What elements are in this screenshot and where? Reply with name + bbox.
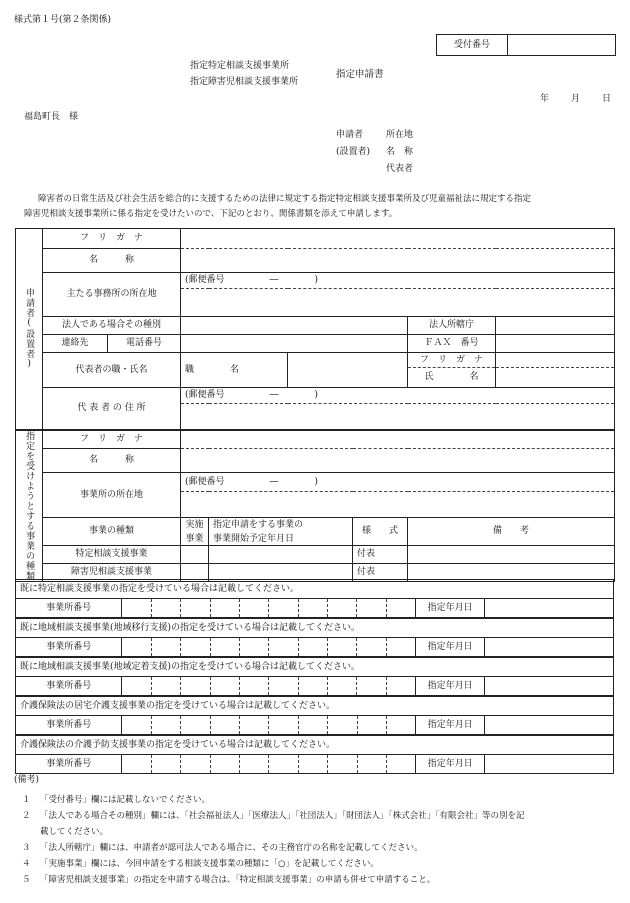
fax-label: ＦＡＸ 番号: [408, 335, 496, 353]
designation-office-no-digit[interactable]: [269, 755, 298, 774]
designation-date-field[interactable]: [485, 638, 614, 657]
designation-date-label: 指定年月日: [416, 755, 485, 774]
note-item: [22, 825, 612, 839]
intro-line-2: 障害児相談支援事業所に係る指定を受けたいので、下記のとおり、関係書類を添えて申請します。: [24, 209, 398, 219]
designation-office-no-label: 事業所番号: [16, 638, 122, 657]
designation-office-no-digit[interactable]: [239, 716, 268, 735]
designation-office-no-digit[interactable]: [298, 716, 327, 735]
designation-office-no-digit[interactable]: [151, 755, 180, 774]
applicant-representative-label: 代表者: [386, 164, 414, 174]
attach-2: 付表: [353, 563, 408, 581]
name-field[interactable]: [181, 249, 615, 273]
designation-office-no-digit[interactable]: [151, 716, 180, 735]
office-address-label: 事業所の所在地: [43, 473, 181, 518]
designation-block: [15, 618, 614, 657]
fax-field[interactable]: [496, 335, 615, 353]
row-specific-support: 特定相談支援事業: [43, 545, 181, 563]
designation-office-no-digit[interactable]: [210, 677, 239, 696]
phone-label: 電話番号: [108, 335, 181, 353]
corp-office-label: 法人所轄庁: [408, 317, 496, 335]
designation-office-no-digit[interactable]: [122, 638, 151, 657]
designation-block: [15, 657, 614, 696]
designation-office-no-digit[interactable]: [122, 599, 151, 618]
note-item: [22, 857, 612, 871]
note-number: ４: [22, 859, 31, 869]
designation-date-field[interactable]: [485, 755, 614, 774]
note-text: 「受付番号」欄には記載しないでください。: [40, 795, 211, 805]
title-suffix: 指定申請書: [336, 69, 384, 80]
designation-office-no-digit[interactable]: [357, 638, 386, 657]
main-office-label: 主たる事務所の所在地: [43, 273, 181, 317]
designation-office-no-digit[interactable]: [357, 716, 386, 735]
designation-block: [15, 579, 614, 618]
note-number: ５: [22, 875, 31, 885]
designation-office-no-digit[interactable]: [239, 599, 268, 618]
designation-office-no-digit[interactable]: [181, 638, 210, 657]
designation-block: [15, 735, 614, 774]
start-date-field-1[interactable]: [209, 545, 353, 563]
receipt-number-label: 受付番号: [437, 35, 508, 55]
receipt-number-field[interactable]: [508, 35, 615, 55]
rep-title-name-label: 代表者の職・氏名: [43, 353, 181, 388]
applicant-name-label: 名 称: [386, 147, 414, 157]
rep-address-label: 代 表 者 の 住 所: [43, 388, 181, 430]
business-side-label: 指定を受けようとする事業の種類: [16, 431, 43, 582]
business-name-label: 名 称: [43, 449, 181, 473]
designation-office-no-digit[interactable]: [386, 677, 415, 696]
existing-designations: [15, 579, 614, 774]
designation-office-no-digit[interactable]: [357, 677, 386, 696]
note-number: ３: [22, 843, 31, 853]
designation-office-no-digit[interactable]: [328, 638, 357, 657]
note-text: 「法人所轄庁」欄には、申請者が認可法人である場合に、その主務官庁の名称を記載してください。: [40, 843, 423, 853]
designation-office-no-digit[interactable]: [122, 716, 151, 735]
designation-office-no-digit[interactable]: [298, 755, 327, 774]
applicant-label: 申請者: [336, 130, 364, 140]
note-number: １: [22, 795, 31, 805]
designation-office-no-digit[interactable]: [122, 677, 151, 696]
date-month: 月: [571, 94, 581, 104]
designation-office-no-digit[interactable]: [298, 677, 327, 696]
applicant-side-label: 申請者(設置者): [16, 229, 43, 430]
designation-heading: 既に地域相談支援事業(地域移行支援)の指定を受けている場合は記載してください。: [16, 619, 614, 638]
corp-office-field[interactable]: [496, 317, 615, 335]
phone-field[interactable]: [181, 335, 408, 353]
designation-heading: 介護保険法の居宅介護支援事業の指定を受けている場合は記載してください。: [16, 697, 614, 716]
designation-office-no-digit[interactable]: [298, 599, 327, 618]
business-table: [15, 430, 615, 582]
start-label-2: 事業開始予定年月日: [209, 533, 353, 545]
designation-office-no-digit[interactable]: [181, 755, 210, 774]
corp-type-field[interactable]: [181, 317, 408, 335]
rep-furigana-field[interactable]: [496, 353, 615, 368]
designation-date-label: 指定年月日: [416, 638, 485, 657]
designation-office-no-digit[interactable]: [210, 638, 239, 657]
form-label: 様 式: [353, 518, 408, 545]
start-label-1: 指定申請をする事業の: [209, 518, 353, 533]
rep-furigana-label: フ リ ガ ナ: [408, 353, 496, 368]
main-office-postal[interactable]: (郵便番号 ― ): [181, 273, 615, 289]
rep-address-field[interactable]: [181, 404, 615, 430]
rep-post-label: 職 名: [181, 353, 288, 388]
designation-office-no-digit[interactable]: [181, 716, 210, 735]
remarks-label: 備 考: [408, 518, 615, 545]
designation-date-field[interactable]: [485, 599, 614, 618]
designation-date-label: 指定年月日: [416, 716, 485, 735]
rep-address-postal[interactable]: (郵便番号 ― ): [181, 388, 615, 404]
note-item: [22, 873, 612, 887]
addressee: 福島町長 様: [24, 112, 79, 122]
impl-field-1[interactable]: [181, 545, 209, 563]
biz-type-label: 事業の種類: [43, 518, 181, 545]
date-year: 年: [540, 94, 550, 104]
rep-name-field[interactable]: [496, 368, 615, 388]
designation-office-no-digit[interactable]: [181, 599, 210, 618]
name-label: 名 称: [43, 249, 181, 273]
designation-heading: 既に地域相談支援事業(地域定着支援)の指定を受けている場合は記載してください。: [16, 658, 614, 677]
designation-office-no-digit[interactable]: [386, 638, 415, 657]
note-text: 「法人である場合その種別」欄には、「社会福祉法人」「医療法人」「社団法人」「財団法人」「株式会社」「有限会社」等の別を記: [40, 811, 525, 821]
corp-type-label: 法人である場合その種別: [43, 317, 181, 335]
designation-office-no-digit[interactable]: [210, 716, 239, 735]
designation-office-no-digit[interactable]: [151, 599, 180, 618]
contact-label: 連絡先: [43, 335, 108, 353]
designation-office-no-label: 事業所番号: [16, 716, 122, 735]
designation-date-label: 指定年月日: [416, 677, 485, 696]
designation-office-no-digit[interactable]: [328, 599, 357, 618]
note-item: [22, 793, 612, 807]
designation-office-no-digit[interactable]: [357, 755, 386, 774]
note-item: [22, 809, 612, 823]
applicant-address-label: 所在地: [386, 130, 414, 140]
business-furigana-label: フ リ ガ ナ: [43, 431, 181, 449]
note-number: ２: [22, 811, 31, 821]
designation-office-no-digit[interactable]: [386, 599, 415, 618]
remarks-field-1[interactable]: [408, 545, 615, 563]
business-name-field[interactable]: [181, 449, 615, 473]
designation-heading: 介護保険法の介護予防支援事業の指定を受けている場合は記載してください。: [16, 736, 614, 755]
date-day: 日: [602, 94, 612, 104]
applicant-section: [15, 228, 614, 430]
designation-office-no-digit[interactable]: [269, 638, 298, 657]
establisher-label: (設置者): [336, 147, 371, 157]
designation-office-no-digit[interactable]: [210, 755, 239, 774]
title-line-2: 指定障害児相談支援事業所: [190, 77, 299, 87]
designation-office-no-digit[interactable]: [269, 677, 298, 696]
designation-office-no-label: 事業所番号: [16, 599, 122, 618]
designation-office-no-digit[interactable]: [269, 716, 298, 735]
designation-office-no-digit[interactable]: [386, 755, 415, 774]
designation-office-no-digit[interactable]: [239, 677, 268, 696]
rep-post-field[interactable]: [288, 353, 408, 388]
note-text: 「障害児相談支援事業」の指定を申請する場合は、「特定相談支援事業」の申請も併せて申請すること。: [40, 875, 436, 885]
designation-date-label: 指定年月日: [416, 599, 485, 618]
intro-line-1: 障害者の日常生活及び社会生活を総合的に支援するための法律に規定する指定特定相談支援事業所及び児童福祉法に規定する指定: [38, 194, 532, 204]
main-office-address-field[interactable]: [181, 289, 615, 317]
designation-office-no-digit[interactable]: [239, 638, 268, 657]
office-address-field[interactable]: [181, 492, 615, 518]
rep-name-label: 氏 名: [408, 368, 496, 388]
designation-heading: 既に特定相談支援事業の指定を受けている場合は記載してください。: [16, 580, 614, 599]
designation-office-no-digit[interactable]: [122, 755, 151, 774]
attach-1: 付表: [353, 545, 408, 563]
form-number: 様式第１号(第２条関係): [14, 15, 112, 25]
title-line-1: 指定特定相談支援事業所: [190, 61, 290, 71]
business-furigana-field[interactable]: [181, 431, 615, 449]
note-text: 載してください。: [40, 827, 109, 837]
office-postal[interactable]: (郵便番号 ― ): [181, 473, 615, 492]
notes-title: (備考): [14, 775, 40, 785]
impl-label-1: 実施: [181, 518, 209, 533]
designation-date-field[interactable]: [485, 677, 614, 696]
furigana-field[interactable]: [181, 229, 615, 249]
receipt-number-box: [436, 34, 616, 56]
designation-office-no-label: 事業所番号: [16, 677, 122, 696]
row-child-support: 障害児相談支援事業: [43, 563, 181, 581]
designation-office-no-digit[interactable]: [181, 677, 210, 696]
designation-block: [15, 696, 614, 735]
designation-office-no-digit[interactable]: [386, 716, 415, 735]
furigana-label: フ リ ガ ナ: [43, 229, 181, 249]
designation-office-no-label: 事業所番号: [16, 755, 122, 774]
impl-label-2: 事業: [181, 533, 209, 545]
applicant-table: [15, 228, 615, 430]
designation-office-no-digit[interactable]: [357, 599, 386, 618]
designation-office-no-digit[interactable]: [269, 599, 298, 618]
designation-office-no-digit[interactable]: [328, 677, 357, 696]
designation-office-no-digit[interactable]: [298, 638, 327, 657]
designation-office-no-digit[interactable]: [239, 755, 268, 774]
designation-office-no-digit[interactable]: [151, 638, 180, 657]
note-text: 「実施事業」欄には、今回申請をする相談支援事業の種類に「○」を記載してください。: [40, 859, 379, 869]
business-section: [15, 430, 614, 582]
designation-date-field[interactable]: [485, 716, 614, 735]
designation-office-no-digit[interactable]: [210, 599, 239, 618]
designation-office-no-digit[interactable]: [328, 716, 357, 735]
designation-office-no-digit[interactable]: [151, 677, 180, 696]
note-item: [22, 841, 612, 855]
designation-office-no-digit[interactable]: [328, 755, 357, 774]
